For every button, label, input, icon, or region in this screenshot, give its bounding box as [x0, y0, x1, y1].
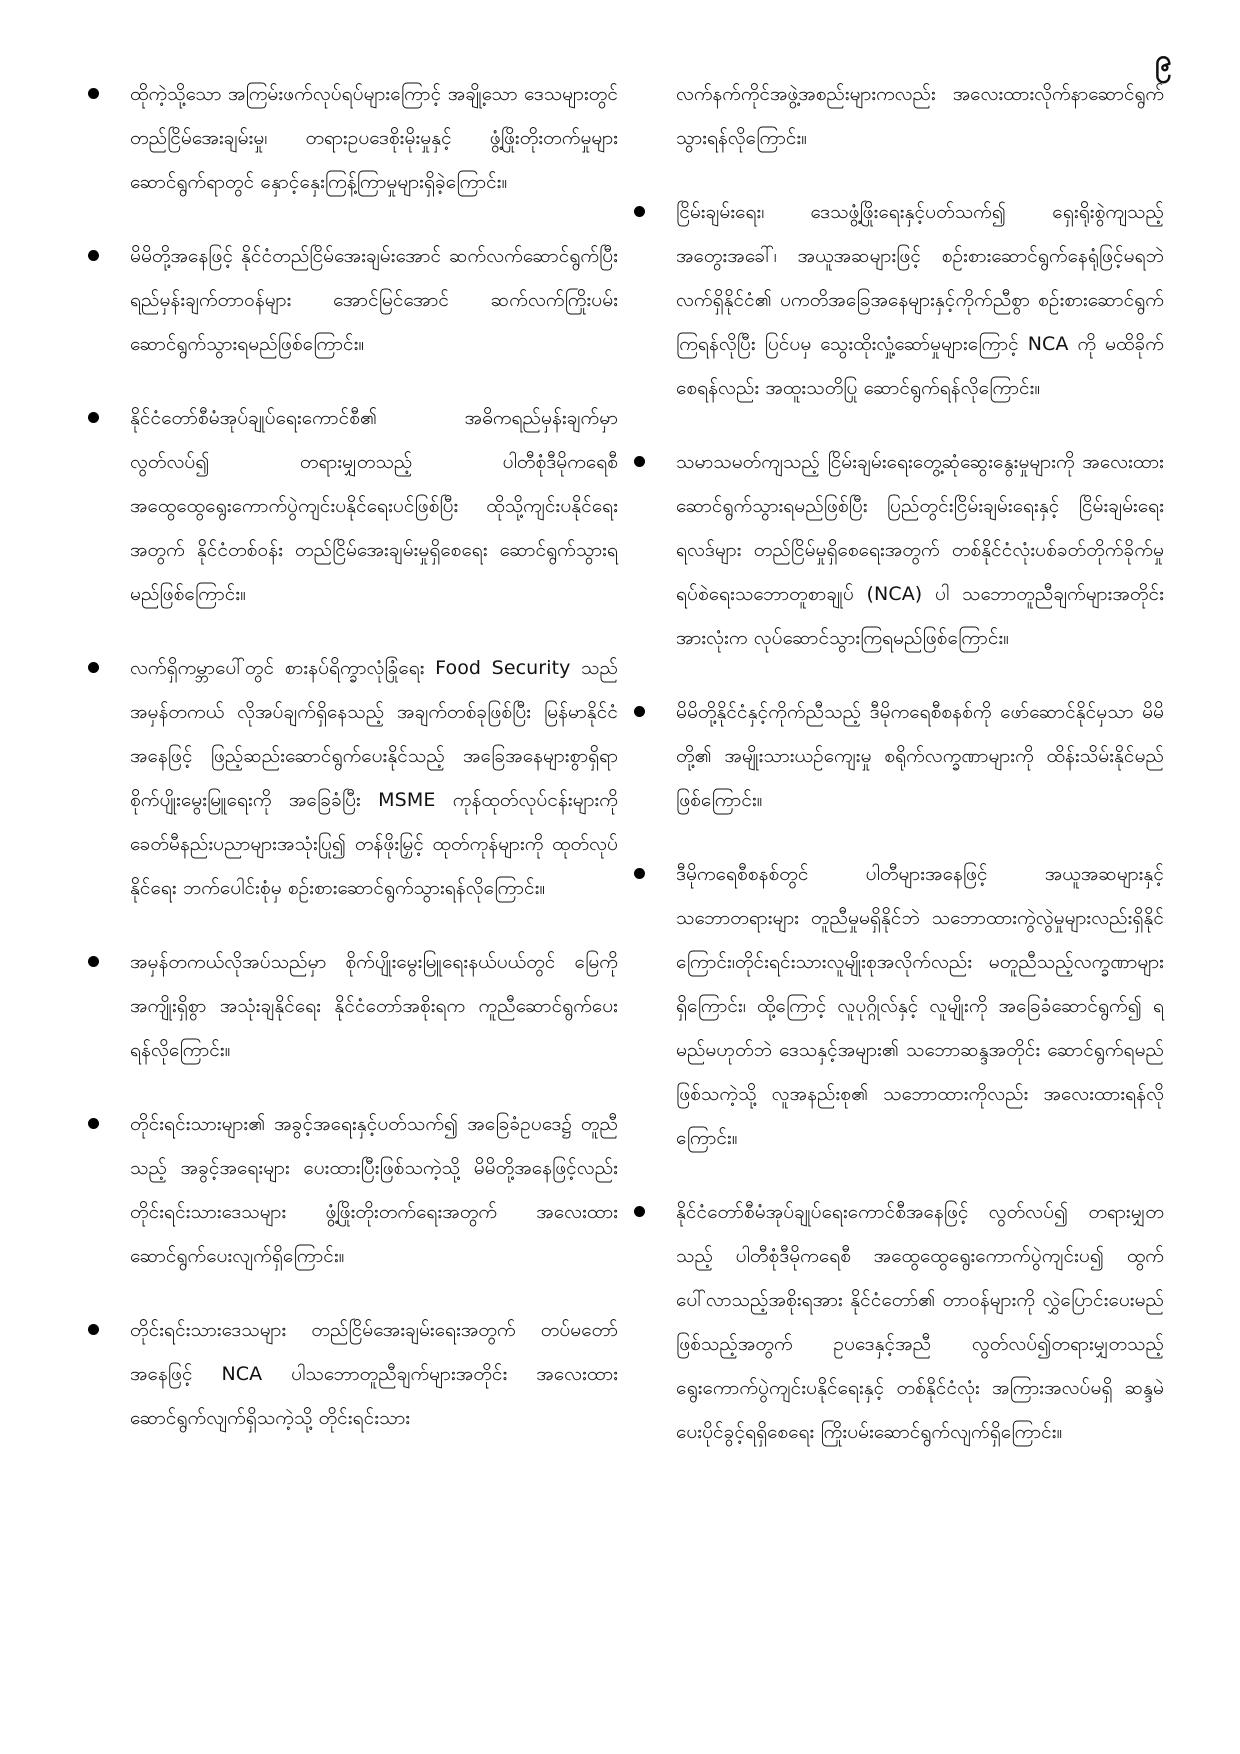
bullet-text: မိမိတို့နိုင်ငံနှင့်ကိုက်ညီသည့် ဒီမိုကရေစီစနစ်ကို ဖော်ဆောင်နိုင်မှသာ မိမိတို့၏ အမျိုးသားယဉ်ကျေးမှု စရိုက်လက္ခဏာများကို ထိန်းသိမ်းနိုင်မည်ဖြစ်ကြောင်း။: [676, 701, 1164, 811]
bullet-item: [88, 940, 618, 1072]
bullet-text: နိုင်ငံတော်စီမံအုပ်ချုပ်ရေးကောင်စီအနေဖြင့် လွတ်လပ်၍ တရားမျှတသည့် ပါတီစုံဒီမိုကရေစီ အထွေထွေရွေးကောက်ပွဲကျင်းပ၍ ထွက်ပေါ်လာသည့်အစိုးရအား နိုင်ငံတော်၏ တာဝန်များကို လွှဲပြောင်းပေးမည်ဖြစ်သည့်အတွက် ဥပဒေနှင့်အညီ လွတ်လပ်၍တရားမျှတသည့် ရွေးကောက်ပွဲကျင်းပနိုင်ရေးနှင့် တစ်နိုင်ငံလုံး အကြားအလပ်မရှိ ဆန္ဒမဲပေးပိုင်ခွင့်ရရှိစေရေး ကြိုးပမ်းဆောင်ရွက်လျက်ရှိကြောင်း။: [676, 1201, 1164, 1443]
bullet-item: [634, 690, 1164, 822]
right-column: [634, 72, 1164, 1484]
bullet-text: လက်ရှိကမ္ဘာပေါ်တွင် စားနပ်ရိက္ခာလုံခြုံရေး Food Security သည် အမှန်တကယ် လိုအပ်ချက်ရှိနေသည့် အချက်တစ်ခုဖြစ်ပြီး မြန်မာနိုင်ငံအနေဖြင့် ဖြည့်ဆည်းဆောင်ရွက်ပေးနိုင်သည့် အခြေအနေများစွာရှိရာ စိုက်ပျိုးမွေးမြူရေးကို အခြေခံပြီး MSME ကုန်ထုတ်လုပ်ငန်းများကို ခေတ်မီနည်းပညာများအသုံးပြု၍ တန်ဖိုးမြှင့် ထုတ်ကုန်များကို ထုတ်လုပ်နိုင်ရေး ဘက်ပေါင်းစုံမှ စဉ်းစားဆောင်ရွက်သွားရန်လိုကြောင်း။: [130, 657, 618, 899]
bullet-item: [88, 1102, 618, 1278]
bullet-icon: [88, 88, 99, 99]
bullet-icon: [634, 1206, 645, 1217]
bullet-item: [634, 1190, 1164, 1454]
bullet-text: အမှန်တကယ်လိုအပ်သည်မှာ စိုက်ပျိုးမွေးမြူရေးနယ်ပယ်တွင် မြေကိုအကျိုးရှိစွာ အသုံးချနိုင်ရေး နိုင်ငံတော်အစိုးရက ကူညီဆောင်ရွက်ပေးရန်လိုကြောင်း။: [130, 951, 618, 1061]
bullet-text: ဒီမိုကရေစီစနစ်တွင် ပါတီများအနေဖြင့် အယူအဆများနှင့် သဘောတရားများ တူညီမှုမရှိနိုင်ဘဲ သဘောထားကွဲလွဲမှုများလည်းရှိနိုင်ကြောင်း၊တိုင်းရင်းသားလူမျိုးစုအလိုက်လည်း မတူညီသည့်လက္ခဏာများရှိကြောင်း၊ ထို့ကြောင့် လူပုဂ္ဂိုလ်နှင့် လူမျိုးကို အခြေခံဆောင်ရွက်၍ ရမည်မဟုတ်ဘဲ ဒေသနှင့်အများ၏ သဘောဆန္ဒအတိုင်း ဆောင်ရွက်ရမည်ဖြစ်သကဲ့သို့ လူအနည်းစု၏ သဘောထားကိုလည်း အလေးထားရန်လိုကြောင်း။: [676, 863, 1164, 1149]
bullet-text: ငြိမ်းချမ်းရေး၊ ဒေသဖွံ့ဖြိုးရေးနှင့်ပတ်သက်၍ ရှေးရိုးစွဲကျသည့် အတွေးအခေါ်၊ အယူအဆများဖြင့် စဉ်းစားဆောင်ရွက်နေရုံဖြင့်မရဘဲ လက်ရှိနိုင်ငံ၏ ပကတိအခြေအနေများနှင့်ကိုက်ညီစွာ စဉ်းစားဆောင်ရွက်ကြရန်လိုပြီး ပြင်ပမှ သွေးထိုးလှုံ့ဆော်မှုများကြောင့် NCA ကို မထိခိုက်စေရန်လည်း အထူးသတိပြု ဆောင်ရွက်ရန်လိုကြောင်း။: [676, 201, 1164, 399]
bullet-icon: [88, 1118, 99, 1129]
bullet-icon: [88, 412, 99, 423]
bullet-text: နိုင်ငံတော်စီမံအုပ်ချုပ်ရေးကောင်စီ၏ အဓိကရည်မှန်းချက်မှာ လွတ်လပ်၍ တရားမျှတသည့် ပါတီစုံဒီမိုကရေစီ အထွေထွေရွေးကောက်ပွဲကျင်းပနိုင်ရေးပင်ဖြစ်ပြီး ထိုသို့ကျင်းပနိုင်ရေးအတွက် နိုင်ငံတစ်ဝန်း တည်ငြိမ်အေးချမ်းမှုရှိစေရေး ဆောင်ရွက်သွားရမည်ဖြစ်ကြောင်း။: [130, 407, 618, 605]
bullet-text: သမာသမတ်ကျသည့် ငြိမ်းချမ်းရေးတွေ့ဆုံဆွေးနွေးမှုများကို အလေးထား ဆောင်ရွက်သွားရမည်ဖြစ်ပြီး ပြည်တွင်းငြိမ်းချမ်းရေးနှင့် ငြိမ်းချမ်းရေးရလဒ်များ တည်ငြိမ်မှုရှိစေရေးအတွက် တစ်နိုင်ငံလုံးပစ်ခတ်တိုက်ခိုက်မှု ရပ်စဲရေးသဘောတူစာချုပ် (NCA) ပါ သဘောတူညီချက်များအတိုင်း အားလုံးက လုပ်ဆောင်သွားကြရမည်ဖြစ်ကြောင်း။: [676, 451, 1164, 649]
bullet-item: [634, 852, 1164, 1160]
bullet-icon: [88, 250, 99, 261]
bullet-text: တိုင်းရင်းသားဒေသများ တည်ငြိမ်အေးချမ်းရေးအတွက် တပ်မတော်အနေဖြင့် NCA ပါသဘောတူညီချက်များအတိုင်း အလေးထားဆောင်ရွက်လျက်ရှိသကဲ့သို့ တိုင်းရင်းသား: [130, 1319, 618, 1429]
bullet-icon: [634, 868, 645, 879]
bullet-text: တိုင်းရင်းသားများ၏ အခွင့်အရေးနှင့်ပတ်သက်၍ အခြေခံဥပဒေ၌ တူညီသည့် အခွင့်အရေးများ ပေးထားပြီးဖြစ်သကဲ့သို့ မိမိတို့အနေဖြင့်လည်း တိုင်းရင်းသားဒေသများ ဖွံ့ဖြိုးတိုးတက်ရေးအတွက် အလေးထားဆောင်ရွက်ပေးလျက်ရှိကြောင်း။: [130, 1113, 618, 1267]
bullet-icon: [634, 456, 645, 467]
bullet-item: [88, 72, 618, 204]
bullet-icon: [88, 662, 99, 673]
page-number: ၉: [1155, 43, 1172, 78]
bullet-item: [634, 190, 1164, 410]
bullet-item: [88, 646, 618, 910]
bullet-icon: [634, 206, 645, 217]
bullet-icon: [88, 956, 99, 967]
bullet-item: [88, 1308, 618, 1440]
bullet-item: [88, 234, 618, 366]
bullet-text: ထိုကဲ့သို့သော အကြမ်းဖက်လုပ်ရပ်များကြောင့် အချို့သော ဒေသများတွင် တည်ငြိမ်အေးချမ်းမှု၊ တရားဥပဒေစိုးမိုးမှုနှင့် ဖွံ့ဖြိုးတိုးတက်မှုများ ဆောင်ရွက်ရာတွင် နှောင့်နှေးကြန့်ကြာမှုများရှိခဲ့ကြောင်း။: [130, 83, 618, 193]
bullet-text: မိမိတို့အနေဖြင့် နိုင်ငံတည်ငြိမ်အေးချမ်းအောင် ဆက်လက်ဆောင်ရွက်ပြီး ရည်မှန်းချက်တာဝန်များ အောင်မြင်အောင် ဆက်လက်ကြိုးပမ်းဆောင်ရွက်သွားရမည်ဖြစ်ကြောင်း။: [130, 245, 618, 355]
bullet-icon: [634, 706, 645, 717]
continued-paragraph: လက်နက်ကိုင်အဖွဲ့အစည်းများကလည်း အလေးထားလိုက်နာဆောင်ရွက်သွားရန်လိုကြောင်း။: [676, 83, 1164, 149]
bullet-icon: [88, 1324, 99, 1335]
left-column: [88, 72, 618, 1470]
bullet-item: [88, 396, 618, 616]
bullet-item: [634, 440, 1164, 660]
